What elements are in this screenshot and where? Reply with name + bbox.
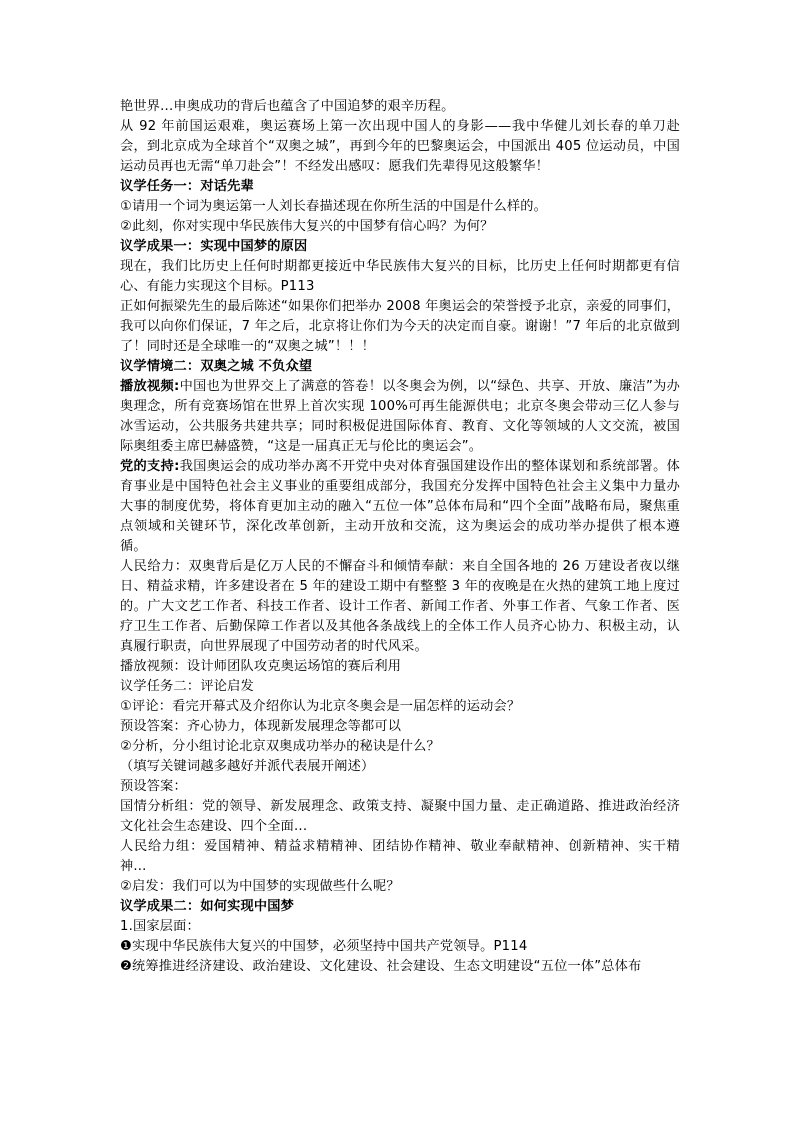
paragraph-text: ①请用一个词为奥运第一人刘长春描述现在你所生活的中国是什么样的。 [120,199,548,214]
paragraph [120,377,680,457]
paragraph [120,797,680,837]
paragraph-text: 议学任务一：对话先辈 [120,179,254,194]
paragraph [120,917,680,937]
paragraph [120,777,680,797]
paragraph-lead: 党的支持: [120,459,180,474]
paragraph-text: 议学成果一：实现中国梦的原因 [120,239,308,254]
paragraph-text: 人民给力组：爱国精神、精益求精精神、团结协作精神、敬业奉献精神、创新精神、实干精神... [120,839,680,874]
paragraph-text: ②启发：我们可以为中国梦的实现做些什么呢？ [120,879,400,894]
paragraph-text: 正如何振梁先生的最后陈述“如果你们把举办 2008 年奥运会的荣誉授予北京，亲爱的同事们，我可以向你们保证，7 年之后，北京将让你们为今天的决定而自豪。谢谢！”7 年后的北京做到了！同时还是全球唯一的“双奥之城”！！！ [120,299,680,354]
paragraph [120,557,680,657]
paragraph [120,877,680,897]
paragraph [120,657,680,677]
paragraph-text: 议学任务二：评论启发 [120,679,254,694]
paragraph [120,677,680,697]
paragraph-text: 艳世界...申奥成功的背后也蕴含了中国追梦的艰辛历程。 [120,99,455,114]
paragraph-text: 议学成果二：如何实现中国梦 [120,899,295,914]
paragraph [120,837,680,877]
paragraph-text: 现在，我们比历史上任何时期都更接近中华民族伟大复兴的目标，比历史上任何时期都更有信心、有能力实现这个目标。P113 [120,259,680,294]
paragraph [120,717,680,737]
paragraph [120,737,680,757]
paragraph-lead: 播放视频: [120,379,180,394]
paragraph-text: 预设答案： [120,779,187,794]
paragraph [120,937,680,957]
paragraph-text: ②分析，分小组讨论北京双奥成功举办的秘诀是什么？ [120,739,440,754]
paragraph [120,197,680,217]
paragraph-text: 我国奥运会的成功举办离不开党中央对体育强国建设作出的整体谋划和系统部署。体育事业是中国特色社会主义事业的重要组成部分，我国充分发挥中国特色社会主义集中力量办大事的制度优势，将体育更加主动的融入“五位一体”总体布局和“四个全面”战略布局，聚焦重点领域和关键环节，深化改革创新，主动开放和交流，这为奥运会的成功举办提供了根本遵循。 [120,459,680,554]
paragraph-text: 国情分析组：党的领导、新发展理念、政策支持、凝聚中国力量、走正确道路、推进政治经济文化社会生态建设、四个全面... [120,799,680,834]
section-heading [120,237,680,257]
paragraph [120,217,680,237]
section-heading [120,357,680,377]
paragraph [120,757,680,777]
paragraph-text: ①评论：看完开幕式及介绍你认为北京冬奥会是一届怎样的运动会？ [120,699,521,714]
paragraph [120,257,680,297]
paragraph-text: 中国也为世界交上了满意的答卷！以冬奥会为例，以“绿色、共享、开放、廉洁”为办奥理念，所有竞赛场馆在世界上首次实现 100%可再生能源供电；北京冬奥会带动三亿人参与冰雪运动，公共服务共建共享；同时积极促进国际体育、教育、文化等领域的人文交流，被国际奥组委主席巴赫盛赞，“这是一届真正无与伦比的奥运会”。 [120,379,680,454]
paragraph-text: 从 92 年前国运艰难，奥运赛场上第一次出现中国人的身影——我中华健儿刘长春的单刀赴会，到北京成为全球首个“双奥之城”，再到今年的巴黎奥运会，中国派出 405 位运动员，中国运动员再也无需“单刀赴会”！不经发出感叹：愿我们先辈得见这般繁华！ [120,119,680,174]
paragraph-text: 人民给力：双奥背后是亿万人民的不懈奋斗和倾情奉献：来自全国各地的 26 万建设者夜以继日、精益求精，许多建设者在 5 年的建设工期中有整整 3 年的夜晚是在火热的建筑工地上度过的。广大文艺工作者、科技工作者、设计工作者、新闻工作者、外事工作者、气象工作者、医疗卫生工作者、后勤保障工作者以及其他各条战线上的全体工作人员齐心协力、积极主动，认真履行职责，向世界展现了中国劳动者的时代风采。 [120,559,680,654]
paragraph-text: 1.国家层面： [120,919,200,934]
section-heading [120,897,680,917]
paragraph [120,117,680,177]
paragraph-text: 播放视频：设计师团队攻克奥运场馆的赛后利用 [120,659,402,674]
paragraph-text: ❶实现中华民族伟大复兴的中国梦，必须坚持中国共产党领导。P114 [120,939,528,954]
paragraph [120,957,680,977]
paragraph [120,697,680,717]
paragraph-text: 预设答案：齐心协力，体现新发展理念等都可以 [120,719,402,734]
paragraph-text: 议学情境二：双奥之城 不负众望 [120,359,313,374]
paragraph [120,297,680,357]
paragraph [120,457,680,557]
paragraph-text: ❷统筹推进经济建设、政治建设、文化建设、社会建设、生态文明建设“五位一体”总体布 [120,959,642,974]
paragraph [120,97,680,117]
paragraph-text: （填写关键词越多越好并派代表展开阐述） [120,759,375,774]
paragraph-text: ②此刻，你对实现中华民族伟大复兴的中国梦有信心吗？为何？ [120,219,494,234]
document-body [120,97,680,977]
section-heading [120,177,680,197]
